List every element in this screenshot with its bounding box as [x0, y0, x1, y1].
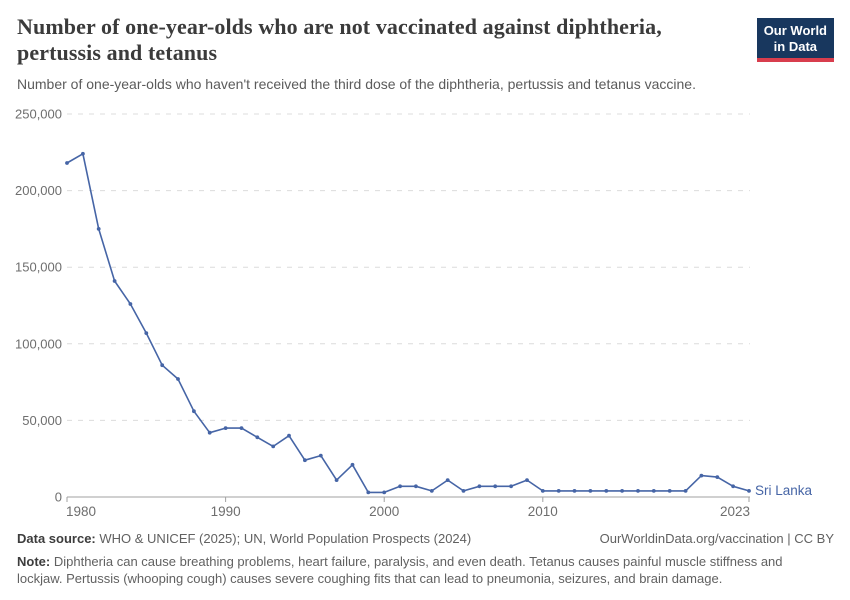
note-text: Diphtheria can cause breathing problems, heart failure, paralysis, and even death. Tetanus causes painful muscle stiffness and lockjaw. Pertussis (whooping cough) causes severe coughing fits that can lead to pneumonia, seizures, and brain damage.: [17, 554, 783, 587]
data-point[interactable]: [144, 331, 148, 335]
data-point[interactable]: [176, 377, 180, 381]
data-point[interactable]: [65, 161, 69, 165]
data-point[interactable]: [113, 279, 117, 283]
footer-links: [600, 531, 834, 546]
data-point[interactable]: [430, 489, 434, 493]
x-tick-label: 1990: [210, 504, 241, 519]
data-point[interactable]: [335, 478, 339, 482]
data-point[interactable]: [715, 475, 719, 479]
data-point[interactable]: [224, 426, 228, 430]
data-point[interactable]: [493, 484, 497, 488]
data-point[interactable]: [303, 458, 307, 462]
data-source-line: [17, 531, 471, 546]
data-point[interactable]: [557, 489, 561, 493]
chart-subtitle: Number of one-year-olds who haven't received the third dose of the diphtheria, pertussis and tetanus vaccine.: [17, 75, 696, 92]
note-line: [17, 553, 827, 588]
data-point[interactable]: [636, 489, 640, 493]
gridlines: [15, 107, 750, 505]
data-point[interactable]: [81, 152, 85, 156]
data-point[interactable]: [478, 484, 482, 488]
chart-header: [17, 14, 834, 93]
series-end-label[interactable]: Sri Lanka: [755, 482, 813, 498]
data-point[interactable]: [573, 489, 577, 493]
data-point[interactable]: [541, 489, 545, 493]
data-point[interactable]: [255, 435, 259, 439]
data-point[interactable]: [192, 409, 196, 413]
chart-footer: [17, 531, 834, 588]
x-tick-label: 1980: [66, 504, 97, 519]
owid-logo-line1: Our World: [763, 23, 827, 38]
data-point[interactable]: [398, 484, 402, 488]
data-point[interactable]: [287, 434, 291, 438]
y-tick-label: 100,000: [15, 336, 62, 352]
data-points[interactable]: [65, 152, 751, 494]
data-point[interactable]: [366, 491, 370, 495]
owid-logo[interactable]: [757, 18, 834, 62]
y-tick-label: 50,000: [22, 412, 62, 428]
data-point[interactable]: [668, 489, 672, 493]
license-link[interactable]: CC BY: [794, 531, 834, 546]
data-point[interactable]: [700, 474, 704, 478]
data-point[interactable]: [604, 489, 608, 493]
data-point[interactable]: [414, 484, 418, 488]
chart-canvas[interactable]: [0, 100, 850, 530]
data-point[interactable]: [319, 454, 323, 458]
data-point[interactable]: [240, 426, 244, 430]
data-point[interactable]: [97, 227, 101, 231]
data-point[interactable]: [351, 463, 355, 467]
data-point[interactable]: [525, 478, 529, 482]
y-tick-label: 0: [54, 489, 62, 505]
data-point[interactable]: [652, 489, 656, 493]
footer-separator: |: [787, 531, 791, 546]
x-axis: [66, 497, 750, 519]
page-title: Number of one-year-olds who are not vaccinated against diphtheria, pertussis and tetanus: [17, 14, 662, 65]
owid-url-link[interactable]: OurWorldinData.org/vaccination: [599, 531, 784, 546]
data-point[interactable]: [129, 302, 133, 306]
owid-logo-line2: in Data: [773, 38, 818, 54]
data-point[interactable]: [271, 445, 275, 449]
data-point[interactable]: [208, 431, 212, 435]
x-tick-label: 2000: [369, 504, 400, 519]
data-point[interactable]: [509, 484, 513, 488]
data-point[interactable]: [446, 478, 450, 482]
data-point[interactable]: [382, 491, 386, 495]
data-point[interactable]: [462, 489, 466, 493]
data-line[interactable]: [67, 154, 749, 493]
data-point[interactable]: [731, 484, 735, 488]
data-point[interactable]: [747, 489, 751, 493]
data-source-text: WHO & UNICEF (2025); UN, World Population Prospects (2024): [99, 531, 472, 546]
note-label: Note:: [17, 554, 51, 569]
y-tick-label: 200,000: [15, 183, 62, 199]
data-point[interactable]: [684, 489, 688, 493]
y-tick-label: 150,000: [15, 259, 62, 275]
data-point[interactable]: [620, 489, 624, 493]
y-tick-label: 250,000: [15, 106, 62, 122]
x-tick-label: 2010: [527, 504, 558, 519]
data-point[interactable]: [589, 489, 593, 493]
data-source-label: Data source:: [17, 531, 96, 546]
data-point[interactable]: [160, 363, 164, 367]
line-chart[interactable]: [0, 100, 850, 530]
x-tick-label: 2023: [719, 504, 750, 519]
